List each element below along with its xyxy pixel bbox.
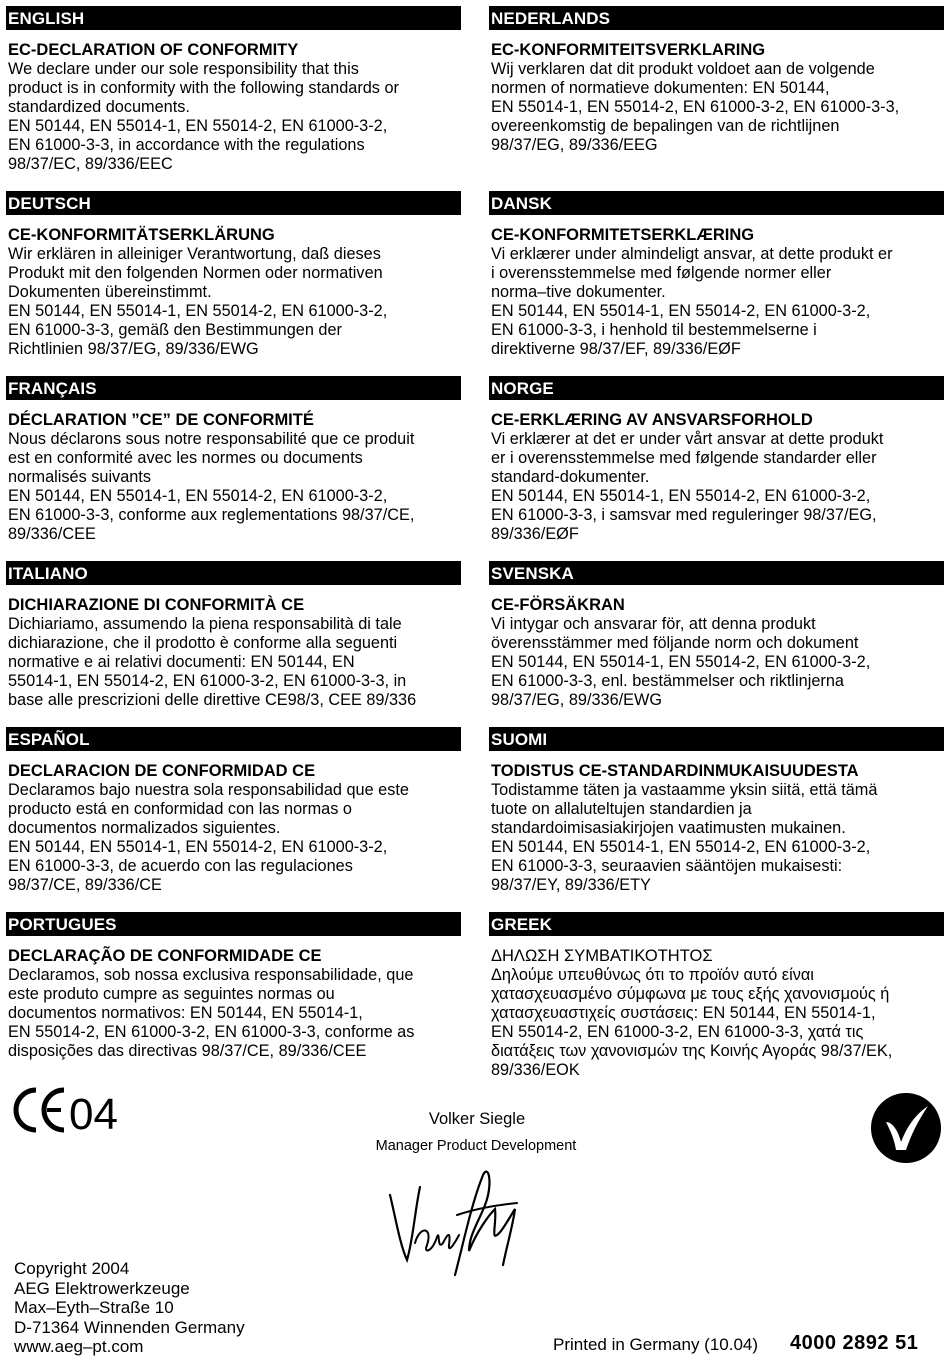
text-line: este produto cumpre as seguintes normas ou (8, 985, 335, 1003)
declaration-text (6, 615, 461, 710)
company-address (14, 1259, 245, 1357)
declaration-title: CE-KONFORMITETSERKLÆRING (491, 226, 755, 244)
text-line: Δηλούμε υπευθύνως ότι το προϊόν αυτό είναι (491, 966, 814, 984)
language-header: SUOMI (489, 727, 944, 751)
language-header: SVENSKA (489, 561, 944, 585)
text-line: Declaramos, sob nossa exclusiva responsabilidade, que (8, 966, 414, 984)
part-number: 4000 2892 51 (790, 1332, 919, 1354)
declaration-title: CE-ERKLÆRING AV ANSVARSFORHOLD (491, 411, 813, 429)
text-line: EN 61000-3-3, gemäß den Bestimmungen der (8, 321, 342, 339)
text-line: standardoimisasiakirjojen vaatimusten mukainen. (491, 819, 846, 837)
language-header: NORGE (489, 376, 944, 400)
text-line: standard-dokumenter. (491, 468, 650, 486)
text-line: EN 61000-3-3, i samsvar med reguleringer 98/37/EG, (491, 506, 877, 524)
text-line: Vi intygar och ansvarar för, att denna produkt (491, 615, 816, 633)
declaration-title: DECLARACION DE CONFORMIDAD CE (8, 762, 316, 780)
text-line: disposições das directivas 98/37/CE, 89/336/CEE (8, 1042, 367, 1060)
declaration-text (489, 60, 944, 155)
declaration-text (6, 781, 461, 895)
declaration-title: EC-DECLARATION OF CONFORMITY (8, 41, 299, 59)
declaration-text (6, 966, 461, 1061)
declaration-title: DICHIARAZIONE DI CONFORMITÀ CE (8, 596, 305, 614)
declaration-text (489, 615, 944, 710)
text-line: χατασχευασμένο σύμφωνα με τους εξής χανονισμούς ή (491, 985, 890, 1003)
section-espanol (6, 727, 461, 895)
text-line: Vi erklærer under almindeligt ansvar, at dette produkt er (491, 245, 893, 263)
language-header: PORTUGUES (6, 912, 461, 936)
text-line: EN 50144, EN 55014-1, EN 55014-2, EN 61000-3-2, (491, 487, 871, 505)
declaration-title: DECLARAÇÃO DE CONFORMIDADE CE (8, 947, 322, 965)
text-line: normen of normatieve dokumenten: EN 50144, (491, 79, 830, 97)
text-line: 98/37/CE, 89/336/CE (8, 876, 162, 894)
language-header: GREEK (489, 912, 944, 936)
text-line: Nous déclarons sous notre responsabilité que ce produit (8, 430, 415, 448)
section-deutsch (6, 191, 461, 359)
declaration-title: EC-KONFORMITEITSVERKLARING (491, 41, 766, 59)
section-nederlands (489, 6, 944, 155)
text-line: EN 50144, EN 55014-1, EN 55014-2, EN 61000-3-2, (8, 117, 388, 135)
text-line: Wir erklären in alleiniger Verantwortung, daß dieses (8, 245, 381, 263)
text-line: 98/37/EG, 89/336/EEG (491, 136, 658, 154)
text-line: Richtlinien 98/37/EG, 89/336/EWG (8, 340, 259, 358)
section-portugues (6, 912, 461, 1061)
declaration-title: DÉCLARATION ”CE” DE CONFORMITÉ (8, 411, 314, 429)
declaration-title: ΔΗΛΩΣΗ ΣΥΜΒΑΤΙΚΟΤΗΤΟΣ (491, 947, 713, 965)
section-dansk (489, 191, 944, 359)
text-line: 98/37/EY, 89/336/ETY (491, 876, 651, 894)
section-suomi (489, 727, 944, 895)
address-line: D-71364 Winnenden Germany (14, 1317, 245, 1337)
text-line: EN 55014-2, EN 61000-3-2, EN 61000-3-3, χατά τις (491, 1023, 864, 1041)
declaration-text (6, 245, 461, 359)
text-line: Wij verklaren dat dit produkt voldoet aan de volgende (491, 60, 875, 78)
text-line: dichiarazione, che il prodotto è conforme alla seguenti (8, 634, 398, 652)
text-line: 98/37/EC, 89/336/EEC (8, 155, 173, 173)
text-line: διατάξεις των χανονισμών της Κοινής Αγοράς 98/37/ΕΚ, (491, 1042, 893, 1060)
language-header: ITALIANO (6, 561, 461, 585)
signer-title: Manager Product Development (375, 1138, 577, 1154)
declaration-title: TODISTUS CE-STANDARDINMUKAISUUDESTA (491, 762, 859, 780)
text-line: EN 61000-3-3, i henhold til bestemmelserne i (491, 321, 817, 339)
language-header: ESPAÑOL (6, 727, 461, 751)
text-line: We declare under our sole responsibility that this (8, 60, 359, 78)
svg-text:04: 04 (69, 1090, 118, 1139)
address-line: Max–Eyth–Straße 10 (14, 1298, 174, 1317)
text-line: Dokumenten übereinstimmt. (8, 283, 212, 301)
text-line: Declaramos bajo nuestra sola responsabilidad que este (8, 781, 409, 799)
language-header: NEDERLANDS (489, 6, 944, 30)
text-line: normalisés suivants (8, 468, 151, 486)
address-line: AEG Elektrowerkzeuge (14, 1278, 190, 1298)
text-line: direktiverne 98/37/EF, 89/336/EØF (491, 340, 741, 358)
text-line: product is in conformity with the following standards or (8, 79, 399, 97)
text-line: EN 61000-3-3, enl. bestämmelser och riktlinjerna (491, 672, 844, 690)
text-line: EN 50144, EN 55014-1, EN 55014-2, EN 61000-3-2, (491, 653, 871, 671)
section-greek (489, 912, 944, 1080)
text-line: normative e ai relativi documenti: EN 50144, EN (8, 653, 355, 671)
text-line: 89/336/EØF (491, 525, 579, 543)
section-svenska (489, 561, 944, 710)
compliance-check-icon (870, 1092, 942, 1164)
text-line: 89/336/CEE (8, 525, 96, 543)
text-line: documentos normativos: EN 50144, EN 55014-1, (8, 1004, 363, 1022)
text-line: i overensstemmelse med følgende normer eller (491, 264, 832, 282)
declaration-text (6, 60, 461, 174)
section-italiano (6, 561, 461, 710)
text-line: χατασχευαστιχείς συστάσεις: EN 50144, EN 55014-1, (491, 1004, 876, 1022)
text-line: EN 61000-3-3, conforme aux reglementations 98/37/CE, (8, 506, 415, 524)
text-line: EN 50144, EN 55014-1, EN 55014-2, EN 61000-3-2, (491, 838, 871, 856)
text-line: documentos normalizados siguientes. (8, 819, 281, 837)
text-line: EN 61000-3-3, seuraavien sääntöjen mukaisesti: (491, 857, 843, 875)
declaration-title: CE-KONFORMITÄTSERKLÄRUNG (8, 226, 275, 244)
section-francais (6, 376, 461, 544)
text-line: 55014-1, EN 55014-2, EN 61000-3-2, EN 61000-3-3, in (8, 672, 407, 690)
signature-icon (385, 1165, 520, 1280)
language-header: FRANÇAIS (6, 376, 461, 400)
text-line: standardized documents. (8, 98, 190, 116)
text-line: 89/336/ΕΟΚ (491, 1061, 580, 1079)
section-english (6, 6, 461, 174)
text-line: est en conformité avec les normes ou documents (8, 449, 363, 467)
text-line: EN 61000-3-3, in accordance with the regulations (8, 136, 365, 154)
section-norge (489, 376, 944, 544)
text-line: Todistamme täten ja vastaamme yksin siitä, että tämä (491, 781, 878, 799)
declaration-text (489, 430, 944, 544)
text-line: producto está en conformidad con las normas o (8, 800, 352, 818)
printed-in: Printed in Germany (10.04) (553, 1335, 759, 1354)
text-line: overeenkomstig de bepalingen van de richtlijnen (491, 117, 840, 135)
text-line: EN 50144, EN 55014-1, EN 55014-2, EN 61000-3-2, (8, 487, 388, 505)
text-line: EN 50144, EN 55014-1, EN 55014-2, EN 61000-3-2, (8, 838, 388, 856)
signer-name: Volker Siegle (428, 1110, 526, 1128)
declaration-text (489, 781, 944, 895)
text-line: EN 50144, EN 55014-1, EN 55014-2, EN 61000-3-2, (8, 302, 388, 320)
text-line: EN 55014-2, EN 61000-3-2, EN 61000-3-3, conforme as (8, 1023, 415, 1041)
text-line: norma–tive dokumenter. (491, 283, 666, 301)
text-line: EN 61000-3-3, de acuerdo con las regulaciones (8, 857, 353, 875)
text-line: EN 50144, EN 55014-1, EN 55014-2, EN 61000-3-2, (491, 302, 871, 320)
language-header: DEUTSCH (6, 191, 461, 215)
declaration-text (489, 966, 944, 1080)
language-header: DANSK (489, 191, 944, 215)
text-line: er i overensstemmelse med følgende standarder eller (491, 449, 877, 467)
address-line: Copyright 2004 (14, 1259, 130, 1278)
text-line: Produkt mit den folgenden Normen oder normativen (8, 264, 383, 282)
text-line: överensstämmer med följande norm och dokument (491, 634, 859, 652)
text-line: base alle prescrizioni delle direttive CE98/3, CEE 89/336 (8, 691, 417, 709)
website-link[interactable]: www.aeg–pt.com (14, 1337, 144, 1356)
ce-mark-icon (6, 1080, 126, 1140)
text-line: tuote on allaluteltujen standardien ja (491, 800, 752, 818)
text-line: Dichiariamo, assumendo la piena responsabilità di tale (8, 615, 402, 633)
text-line: Vi erklærer at det er under vårt ansvar at dette produkt (491, 430, 884, 448)
declaration-title: CE-FÖRSÄKRAN (491, 596, 625, 614)
declaration-text (489, 245, 944, 359)
declaration-text (6, 430, 461, 544)
text-line: EN 55014-1, EN 55014-2, EN 61000-3-2, EN 61000-3-3, (491, 98, 900, 116)
language-header: ENGLISH (6, 6, 461, 30)
text-line: 98/37/EG, 89/336/EWG (491, 691, 663, 709)
